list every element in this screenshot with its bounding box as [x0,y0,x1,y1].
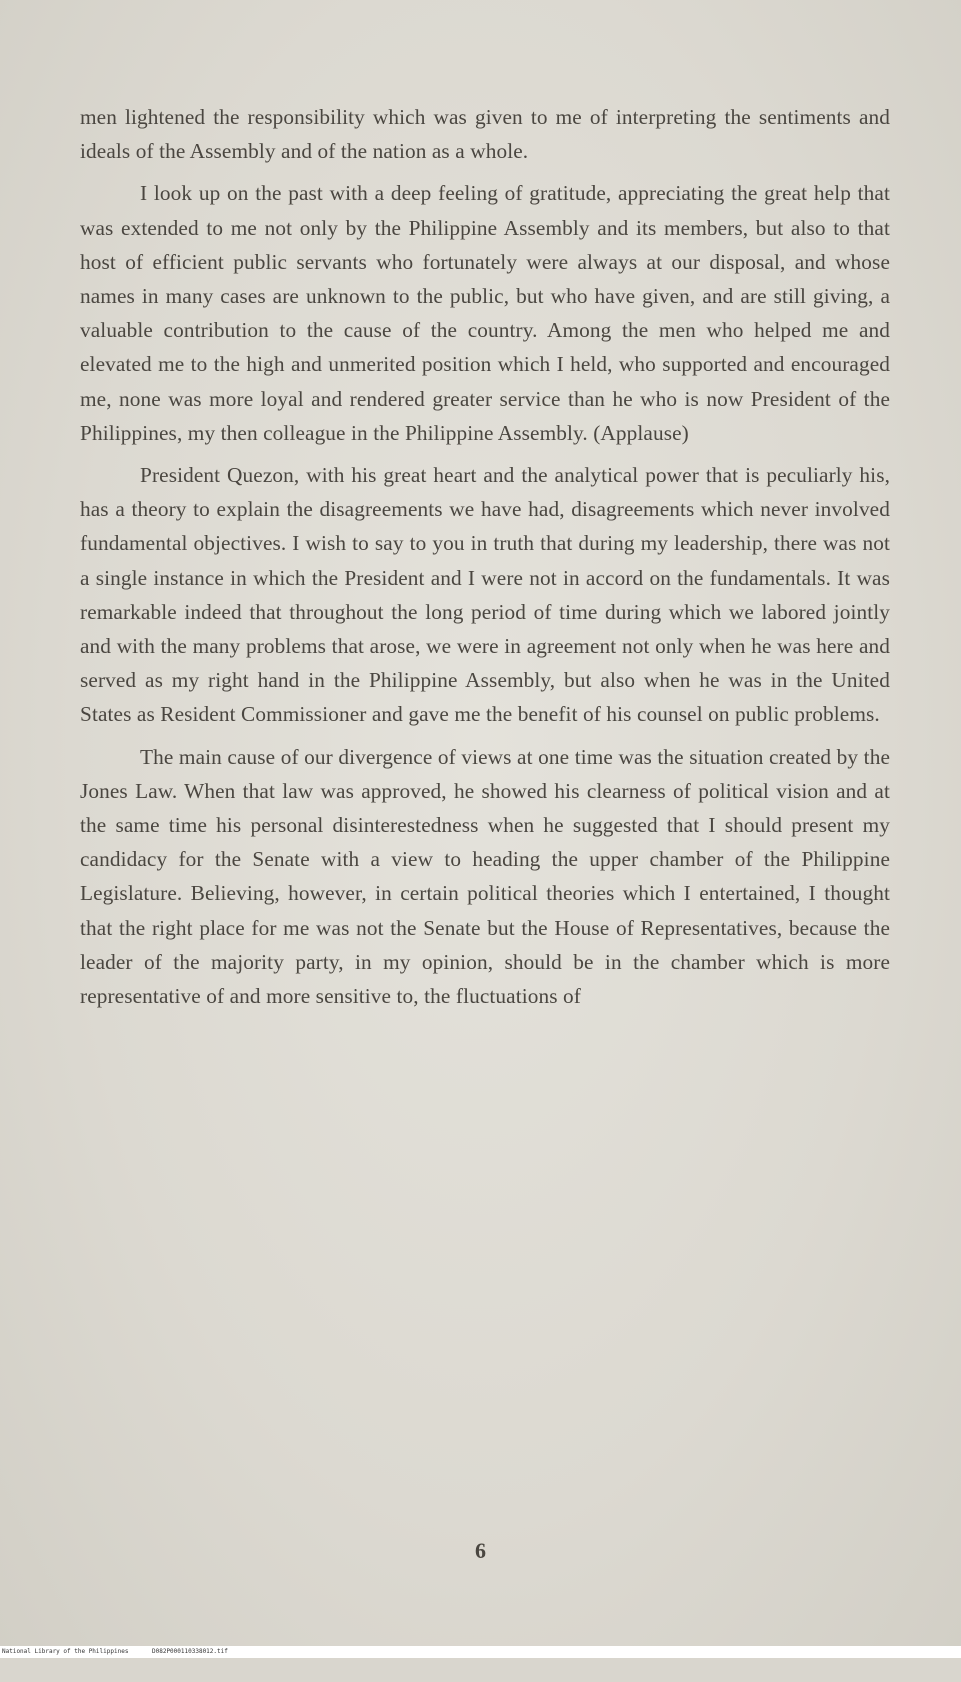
body-text [80,100,890,1021]
page-number: 6 [475,1538,486,1563]
paragraph-1: men lightened the responsibility which was given to me of interpreting the sentiments and ideals of the Assembly and of the nation as a whole. [80,105,890,164]
paragraph-4: The main cause of our divergence of views at one time was the situation created by the Jones Law. When that law was approved, he showed his clearness of political vision and at the same time his personal disinterestedness when he suggested that I should present my candidacy for the Senate with a view to heading the upper chamber of the Philippine Legislature. Believing, however, in certain political theories which I entertained, I thought that the right place for me was not the Senate but the House of Representatives, because the leader of the majority party, in my opinion, should be in the chamber which is more representative of and more sensitive to, the fluctuations of [80,744,890,1009]
scan-footer [0,1646,961,1658]
paragraph-3: President Quezon, with his great heart and the analytical power that is peculiarly his, has a theory to explain the disagreements we have had, disagreements which never involved fundamental objectives. I wish to say to you in truth that during my leadership, there was not a single instance in which the President and I were not in accord on the fundamentals. It was remarkable indeed that throughout the long period of time during which we labored jointly and with the many problems that arose, we were in agreement not only when he was here and served as my right hand in the Philippine Assembly, but also when he was in the United States as Resident Commissioner and gave me the benefit of his counsel on public problems. [80,463,890,727]
paragraph-2: I look up on the past with a deep feeling of gratitude, appreciating the great help that was extended to me not only by the Philippine Assembly and its members, but also to that host of efficient public servants who fortunately were always at our disposal, and whose names in many cases are unknown to the public, but who have given, and are still giving, a valuable contribution to the cause of the country. Among the men who helped me and elevated me to the high and unmerited position which I held, who supported and encouraged me, none was more loyal and rendered greater service than he who is now President of the Philippines, my then colleague in the Philippine Assembly. (Applause) [80,181,890,445]
footer-file-id: D082P000110338012.tif [152,1648,228,1655]
footer-library: National Library of the Philippines [2,1648,129,1655]
